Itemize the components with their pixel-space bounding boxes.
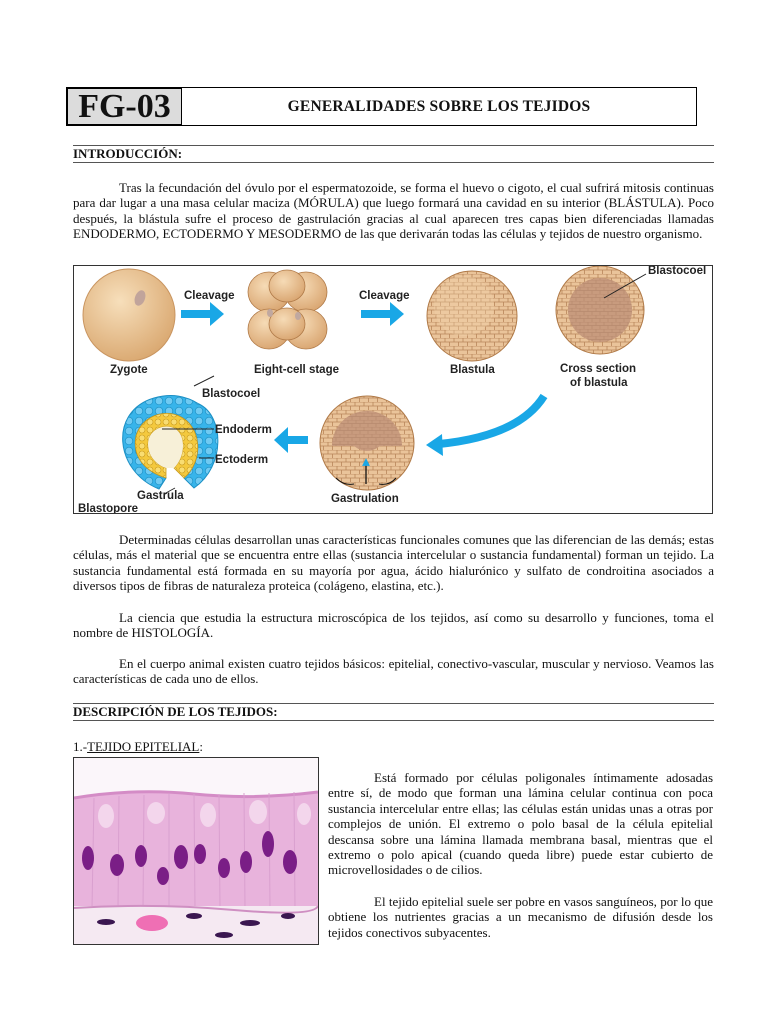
intro-paragraph-2-text: Determinadas células desarrollan unas características funcionales comunes que las diferencian de las demás; estas células, más el material que se encuentra entre ellas (sustancia intercelular o sustancia fundamental) forman un tejido. La sustancia fundamental está formada en su mayoría por agua, ácido hialurónico y sulfato de condroitina asociados a diversos tipos de fibras de naturaleza proteica (colágeno, elastina, etc.). — [73, 532, 714, 593]
label-blastula: Blastula — [450, 364, 495, 376]
curved-arrow-head — [426, 434, 443, 456]
label-blastocoel-left: Blastocoel — [202, 388, 261, 400]
divider — [73, 145, 714, 146]
cleavage-arrow-2 — [361, 302, 404, 326]
arrow-to-gastrula — [274, 427, 308, 453]
epithelial-colon: : — [199, 739, 203, 754]
label-cross-section-1: Cross section — [560, 363, 637, 375]
document-title: GENERALIDADES SOBRE LOS TEJIDOS — [181, 87, 697, 126]
epithelial-paragraph-1-text: Está formado por células poligonales íntimamente adosadas entre sí, de modo que forman una lámina celular continua con poca sustancia intercelular entre ellas; las células están unidas unas a otras por complejos de unión. El extremo o polo basal de la célula epitelial descansa sobre una lámina llamada membrana basal, mientras que el extremo o polo apical (cuando queda libre) puede estar cubierto de microvellosidades o de cilios. — [328, 770, 713, 878]
epithelial-paragraph-2-text: El tejido epitelial suele ser pobre en vasos sanguíneos, por lo que obtiene los nutrientes gracias a un mecanismo de difusión desde los tejidos conectivos subyacentes. — [328, 894, 713, 940]
blastula-cross-section-illustration — [556, 266, 646, 354]
label-ectoderm: Ectoderm — [215, 454, 269, 466]
epithelial-title: TEJIDO EPITELIAL — [87, 739, 200, 754]
intro-paragraph-3 — [73, 610, 714, 641]
label-cross-section-2: of blastula — [570, 377, 628, 389]
label-cleavage-1: Cleavage — [184, 290, 235, 302]
intro-paragraph-4 — [73, 656, 714, 687]
embryo-diagram-svg — [74, 266, 712, 513]
intro-heading: INTRODUCCIÓN: — [73, 146, 183, 161]
description-heading: DESCRIPCIÓN DE LOS TEJIDOS: — [73, 704, 278, 719]
intro-paragraph-4-text: En el cuerpo animal existen cuatro tejidos básicos: epitelial, conectivo-vascular, muscular y nervioso. Veamos las características de cada uno de ellos. — [73, 656, 714, 687]
curved-arrow — [439, 396, 544, 444]
intro-heading-block — [73, 146, 714, 162]
cleavage-arrow-1 — [181, 302, 224, 326]
intro-paragraph-3-text: La ciencia que estudia la estructura microscópica de los tejidos, así como su desarrollo y funciones, toma el nombre de HISTOLOGÍA. — [73, 610, 714, 641]
epithelial-number: 1.- — [73, 739, 88, 754]
divider — [73, 703, 714, 704]
epithelium-micrograph — [73, 757, 319, 945]
micrograph-svg — [74, 758, 318, 944]
divider — [73, 720, 714, 721]
intro-paragraph-1-text: Tras la fecundación del óvulo por el espermatozoide, se forma el huevo o cigoto, el cual sufrirá mitosis continuas para dar lugar a una masa celular maciza (MÓRULA) que luego formará una cavidad en su interior (BLÁSTULA). Poco después, la blástula sufre el proceso de gastrulación gracias al cual aparecen tres capas bien diferenciadas llamadas ENDODERMO, ECTODERMO Y MESODERMO de las que derivarán todas las células y tejidos de nuestro organismo. — [73, 180, 714, 241]
epithelial-heading — [73, 739, 203, 755]
blastula-illustration — [427, 271, 517, 361]
epithelial-paragraph-2 — [328, 894, 713, 940]
intro-paragraph-2 — [73, 532, 714, 593]
label-zygote: Zygote — [110, 364, 148, 376]
intro-paragraph-1 — [73, 180, 714, 241]
gastrulation-illustration — [320, 396, 414, 490]
description-heading-block — [73, 704, 714, 720]
eight-cell-illustration — [248, 270, 327, 349]
label-endoderm: Endoderm — [215, 424, 272, 436]
divider — [73, 162, 714, 163]
epithelial-paragraph-1 — [328, 770, 713, 878]
label-eight-cell: Eight-cell stage — [254, 364, 339, 376]
zygote-illustration — [83, 269, 175, 361]
label-cleavage-2: Cleavage — [359, 290, 410, 302]
label-blastopore: Blastopore — [78, 503, 139, 513]
document-code: FG-03 — [66, 87, 182, 126]
label-blastocoel-top: Blastocoel — [648, 266, 707, 277]
label-gastrula: Gastrula — [137, 490, 184, 502]
label-gastrulation: Gastrulation — [331, 493, 399, 505]
embryo-development-figure — [73, 265, 713, 514]
